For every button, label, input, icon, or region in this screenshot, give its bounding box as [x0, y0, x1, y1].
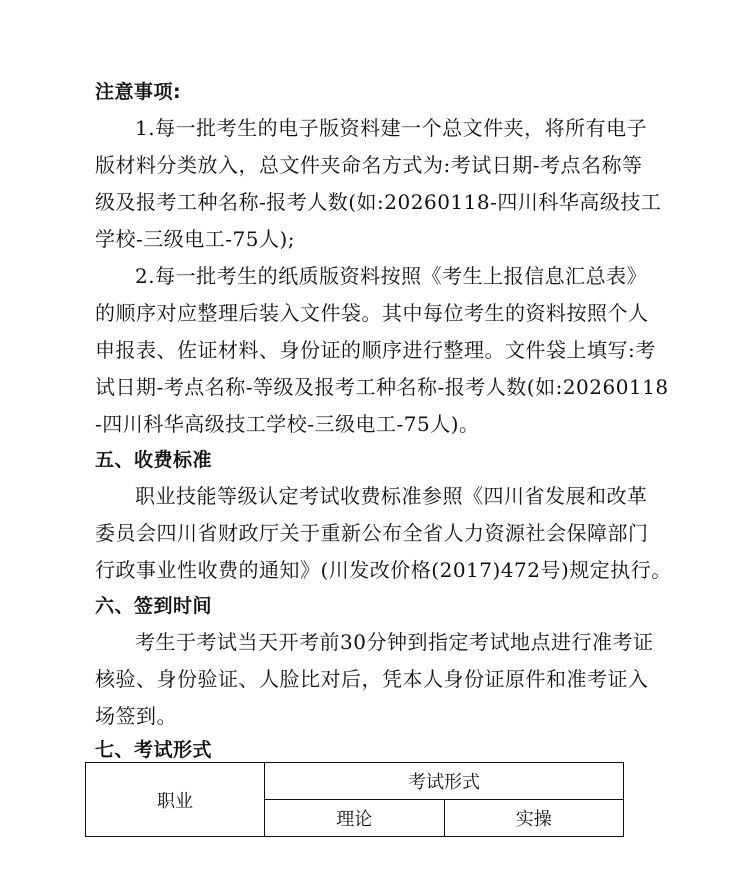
- section6-line1: 考生于考试当天开考前30分钟到指定考试地点进行准考证: [135, 630, 654, 654]
- table-header-occupation: 职业: [86, 763, 265, 837]
- section5-line2: 委员会四川省财政厅关于重新公布全省人力资源社会保障部门: [95, 521, 649, 545]
- notice-item1-line3: 级及报考工种名称-报考人数(如:20260118-四川科华高级技工: [95, 190, 662, 214]
- notice-item1-line2: 版材料分类放入，总文件夹命名方式为:考试日期-考点名称等: [95, 153, 643, 177]
- notice-item2-line5: -四川科华高级技工学校-三级电工-75人)。: [95, 412, 480, 436]
- notice-item2-line2: 的顺序对应整理后装入文件袋。其中每位考生的资料按照个人: [95, 301, 649, 325]
- section6-line2: 核验、身份验证、人脸比对后，凭本人身份证原件和准考证入: [95, 667, 649, 691]
- section5-line3: 行政事业性收费的通知》(川发改价格(2017)472号)规定执行。: [95, 558, 672, 582]
- exam-form-table: [85, 762, 624, 837]
- table-header-exam-form: 考试形式: [265, 763, 624, 800]
- section6-line3: 场签到。: [95, 704, 177, 728]
- section5-heading: 五、收费标准: [95, 449, 213, 471]
- table-header-practical: 实操: [444, 800, 624, 837]
- notice-item1-line1: 1.每一批考生的电子版资料建一个总文件夹，将所有电子: [135, 116, 648, 140]
- notice-item1-line4: 学校-三级电工-75人);: [95, 227, 296, 251]
- section7-heading: 七、考试形式: [95, 739, 213, 761]
- table-header-theory: 理论: [265, 800, 445, 837]
- section5-line1: 职业技能等级认定考试收费标准参照《四川省发展和改革: [135, 484, 648, 508]
- notice-heading: 注意事项:: [95, 81, 182, 103]
- notice-item2-line4: 试日期-考点名称-等级及报考工种名称-报考人数(如:20260118: [95, 375, 669, 399]
- section6-heading: 六、签到时间: [95, 595, 213, 617]
- notice-item2-line3: 申报表、佐证材料、身份证的顺序进行整理。文件袋上填写:考: [95, 338, 656, 362]
- notice-item2-line1: 2.每一批考生的纸质版资料按照《考生上报信息汇总表》: [135, 264, 648, 288]
